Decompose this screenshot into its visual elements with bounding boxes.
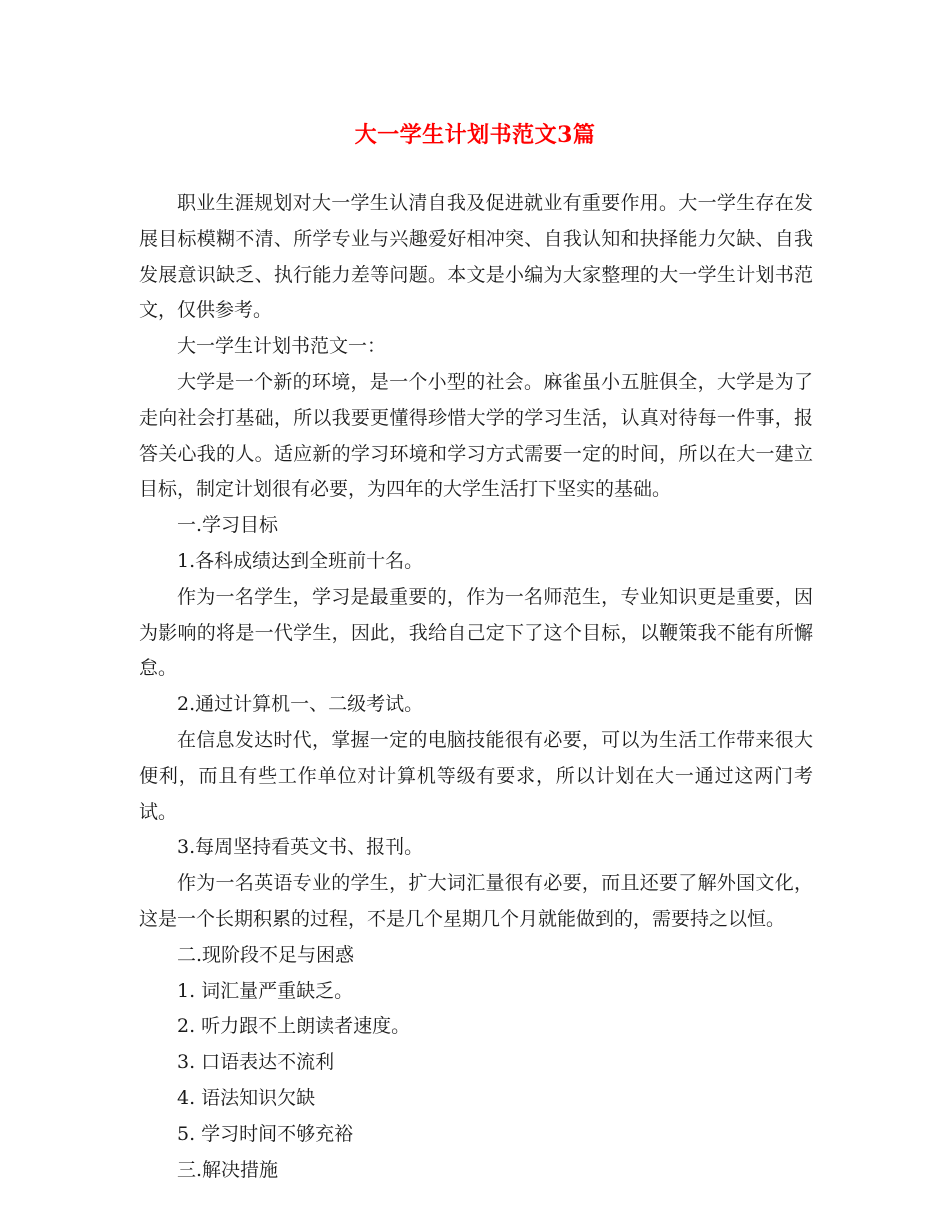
section-heading: 二.现阶段不足与困惑 [177, 943, 355, 966]
list-item: 2. 听力跟不上朗读者速度。 [177, 1015, 411, 1038]
intro-paragraph: 职业生涯规划对大一学生认清自我及促进就业有重要作用。大一学生存在发展目标模糊不清、所学专业与兴趣爱好相冲突、自我认知和抉择能力欠缺、自我发展意识缺乏、执行能力差等问题。本文是小编为大家整理的大一学生计划书范文，仅供参考。 [139, 192, 813, 322]
goal-item: 2.通过计算机一、二级考试。 [177, 693, 424, 716]
goal-item: 3.每周坚持看英文书、报刊。 [177, 836, 424, 859]
section-heading: 一.学习目标 [177, 514, 279, 537]
section-heading: 三.解决措施 [177, 1158, 279, 1181]
body-paragraph: 作为一名学生，学习是最重要的，作为一名师范生，专业知识更是重要，因为影响的将是一代学生，因此，我给自己定下了这个目标，以鞭策我不能有所懈怠。 [139, 585, 813, 680]
body-paragraph: 作为一名英语专业的学生，扩大词汇量很有必要，而且还要了解外国文化，这是一个长期积累的过程，不是几个星期几个月就能做到的，需要持之以恒。 [139, 872, 813, 930]
sample-one-heading: 大一学生计划书范文一： [177, 335, 387, 358]
body-paragraph: 在信息发达时代，掌握一定的电脑技能很有必要，可以为生活工作带来很大便利，而且有些工作单位对计算机等级有要求，所以计划在大一通过这两门考试。 [139, 728, 813, 823]
list-item: 4. 语法知识欠缺 [177, 1086, 316, 1109]
list-item: 5. 学习时间不够充裕 [177, 1122, 354, 1145]
document-body [139, 186, 813, 1188]
goal-item: 1.各科成绩达到全班前十名。 [177, 549, 424, 572]
document-title: 大一学生计划书范文3篇 [354, 122, 596, 148]
body-paragraph: 大学是一个新的环境，是一个小型的社会。麻雀虽小五脏俱全，大学是为了走向社会打基础，所以我要更懂得珍惜大学的学习生活，认真对待每一件事，报答关心我的人。适应新的学习环境和学习方式需要一定的时间，所以在大一建立目标，制定计划很有必要，为四年的大学生活打下坚实的基础。 [139, 370, 813, 501]
list-item: 3. 口语表达不流利 [177, 1051, 335, 1074]
list-item: 1. 词汇量严重缺乏。 [177, 979, 354, 1002]
